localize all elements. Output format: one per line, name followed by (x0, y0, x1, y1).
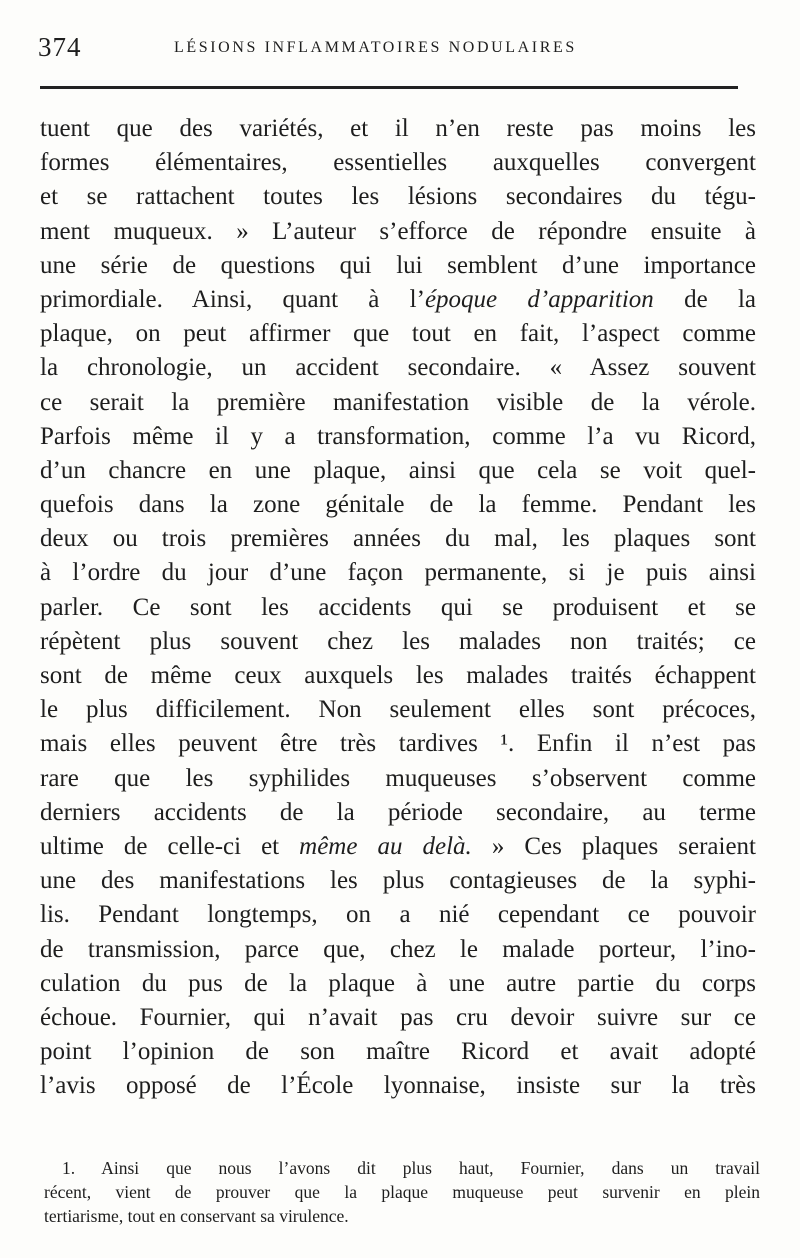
text-line: répètent plus souvent chez les malades non traités; ce (40, 627, 756, 655)
text-line: le plus difficilement. Non seulement elles sont précoces, (40, 696, 756, 724)
text-line: deux ou trois premières années du mal, les plaques sont (40, 525, 756, 553)
footnote-line: récent, vient de prouver que la plaque muqueuse peut survenir en plein (44, 1182, 760, 1202)
text-line: tuent que des variétés, et il n’en reste pas moins les (40, 115, 756, 142)
page-number: 374 (38, 32, 82, 62)
body-text (40, 112, 756, 1103)
text-line: une des manifestations les plus contagieuses de la syphi- (40, 867, 756, 895)
footnote-line: tertiarisme, tout en conservant sa virulence. (44, 1206, 349, 1226)
text-line: sont de même ceux auxquels les malades traités échappent (40, 662, 756, 689)
text-line: la chronologie, un accident secondaire. « Assez souvent (40, 354, 756, 382)
text-line: lis. Pendant longtemps, on a nié cependant ce pouvoir (40, 901, 756, 929)
text-segment: primordiale. Ainsi, quant à l’ (40, 285, 425, 313)
text-line: derniers accidents de la période secondaire, au terme (40, 798, 756, 826)
footnote-line: 1. Ainsi que nous l’avons dit plus haut, Fournier, dans un travail (62, 1158, 760, 1178)
text-line: culation du pus de la plaque à une autre partie du corps (40, 969, 756, 997)
header-rule (40, 86, 738, 89)
text-line: ment muqueux. » L’auteur s’efforce de répondre ensuite à (40, 217, 756, 245)
text-line (40, 830, 756, 864)
text-line: point l’opinion de son maître Ricord et avait adopté (40, 1038, 756, 1066)
text-line: rare que les syphilides muqueuses s’observent comme (40, 764, 756, 792)
text-line: formes élémentaires, essentielles auxquelles convergent (40, 149, 756, 177)
text-line: une série de questions qui lui semblent d’une importance (40, 251, 756, 279)
text-line: Parfois même il y a transformation, comme l’a vu Ricord, (40, 422, 756, 450)
text-line: ce serait la première manifestation visible de la vérole. (40, 388, 756, 416)
text-line: l’avis opposé de l’École lyonnaise, insiste sur la très (40, 1072, 756, 1100)
text-segment: ultime de celle-ci et (40, 832, 300, 860)
text-line: quefois dans la zone génitale de la femme. Pendant les (40, 491, 756, 519)
text-line: parler. Ce sont les accidents qui se produisent et se (40, 593, 756, 621)
text-line (40, 283, 756, 317)
text-segment: » Ces plaques seraient (471, 832, 756, 860)
text-segment: de la (653, 285, 756, 313)
text-line: plaque, on peut affirmer que tout en fait, l’aspect comme (40, 320, 756, 348)
text-line: d’un chancre en une plaque, ainsi que cela se voit quel- (40, 456, 756, 484)
text-line: à l’ordre du jour d’une façon permanente, si je puis ainsi (40, 559, 756, 587)
italic-phrase: même au delà. (299, 832, 472, 860)
running-title: LÉSIONS INFLAMMATOIRES NODULAIRES (174, 39, 577, 56)
text-line: échoue. Fournier, qui n’avait pas cru devoir suivre sur ce (40, 1003, 756, 1031)
footnotes (44, 1156, 760, 1228)
text-line: mais elles peuvent être très tardives ¹. Enfin il n’est pas (40, 730, 756, 758)
text-line: et se rattachent toutes les lésions secondaires du tégu- (40, 183, 756, 211)
italic-phrase: époque d’apparition (424, 285, 654, 313)
text-line: de transmission, parce que, chez le malade porteur, l’ino- (40, 935, 756, 963)
page-header (38, 32, 762, 72)
